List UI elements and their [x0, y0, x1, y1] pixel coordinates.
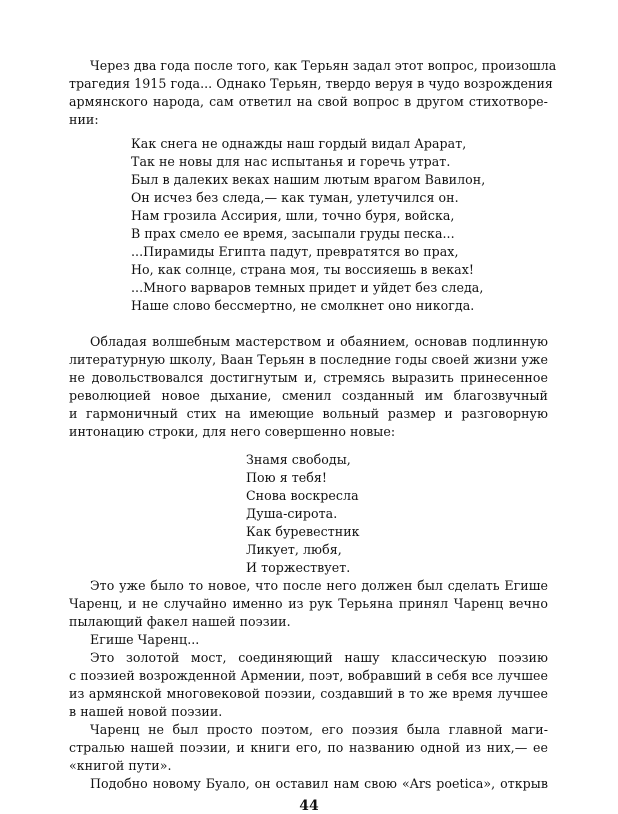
paragraph-2-line-6: интонацию строки, для него совершенно новые: [69, 424, 396, 439]
poem-2-line-4: Душа-сирота. [246, 506, 338, 521]
paragraph-2-line-1: Обладая волшебным мастерством и обаянием, основав подлинную [90, 334, 548, 349]
poem-2-line-6: Ликует, любя, [246, 542, 342, 557]
paragraph-6-line-2: стралью нашей поэзии, и книги его, по названию одной из них,— ее [69, 740, 548, 755]
paragraph-3-line-2: Чаренц, и не случайно именно из рук Терьяна принял Чаренц вечно [69, 596, 548, 611]
poem-2-line-2: Пою я тебя! [246, 470, 328, 485]
page-number: 44 [299, 798, 319, 814]
paragraph-5-line-4: в нашей новой поэзии. [69, 704, 223, 719]
paragraph-2-line-5: и гармоничный стих на имеющие вольный размер и разговорную [69, 406, 548, 421]
poem-1-line-10: Наше слово бессмертно, не смолкнет оно никогда. [131, 298, 475, 313]
poem-1-line-8: Но, как солнце, страна моя, ты воссияешь в веках! [131, 262, 474, 277]
poem-1-line-2: Так не новы для нас испытанья и горечь утрат. [131, 154, 451, 169]
paragraph-1-line-3: армянского народа, сам ответил на свой вопрос в другом стихотворе- [69, 94, 548, 109]
paragraph-5-line-3: из армянской многовековой поэзии, создавший в то же время лучшее [69, 686, 548, 701]
paragraph-5-line-1: Это золотой мост, соединяющий нашу классическую поэзию [90, 650, 548, 665]
poem-2-line-7: И торжествует. [246, 560, 351, 575]
paragraph-1-line-1: Через два года после того, как Терьян задал этот вопрос, произошла [90, 58, 557, 73]
paragraph-3-line-1: Это уже было то новое, что после него должен был сделать Егише [90, 578, 548, 593]
poem-1-line-1: Как снега не однажды наш гордый видал Арарат, [131, 136, 467, 151]
paragraph-6-line-3: «книгой пути». [69, 758, 172, 773]
paragraph-1-line-4: нии: [69, 112, 99, 127]
poem-1-line-7: ...Пирамиды Египта падут, превратятся во прах, [131, 244, 459, 259]
paragraph-2-line-4: революцией новое дыхание, сменил созданный им благозвучный [69, 388, 548, 403]
poem-1-line-4: Он исчез без следа,— как туман, улетучился он. [131, 190, 459, 205]
poem-2-line-5: Как буревестник [246, 524, 360, 539]
poem-1-line-3: Был в далеких веках нашим лютым врагом Вавилон, [131, 172, 486, 187]
paragraph-2-line-2: литературную школу, Ваан Терьян в последние годы своей жизни уже [69, 352, 548, 367]
poem-1-line-9: ...Много варваров темных придет и уйдет без следа, [131, 280, 484, 295]
poem-1-line-6: В прах смело ее время, засыпали груды песка... [131, 226, 455, 241]
paragraph-2-line-3: не довольствовался достигнутым и, стремясь выразить принесенное [69, 370, 548, 385]
paragraph-3-line-3: пылающий факел нашей поэзии. [69, 614, 291, 629]
poem-1-line-5: Нам грозила Ассирия, шли, точно буря, войска, [131, 208, 455, 223]
paragraph-5-line-2: с поэзией возрожденной Армении, поэт, вобравший в себя все лучшее [69, 668, 548, 683]
paragraph-7-line-1: Подобно новому Буало, он оставил нам свою «Ars poetica», открыв [90, 776, 548, 791]
paragraph-4-line-1: Егише Чаренц... [90, 632, 200, 647]
poem-2-line-1: Знамя свободы, [246, 452, 351, 467]
paragraph-1-line-2: трагедия 1915 года... Однако Терьян, твердо веруя в чудо возрождения [69, 76, 553, 91]
paragraph-6-line-1: Чаренц не был просто поэтом, его поэзия была главной маги- [90, 722, 548, 737]
poem-2-line-3: Снова воскресла [246, 488, 359, 503]
